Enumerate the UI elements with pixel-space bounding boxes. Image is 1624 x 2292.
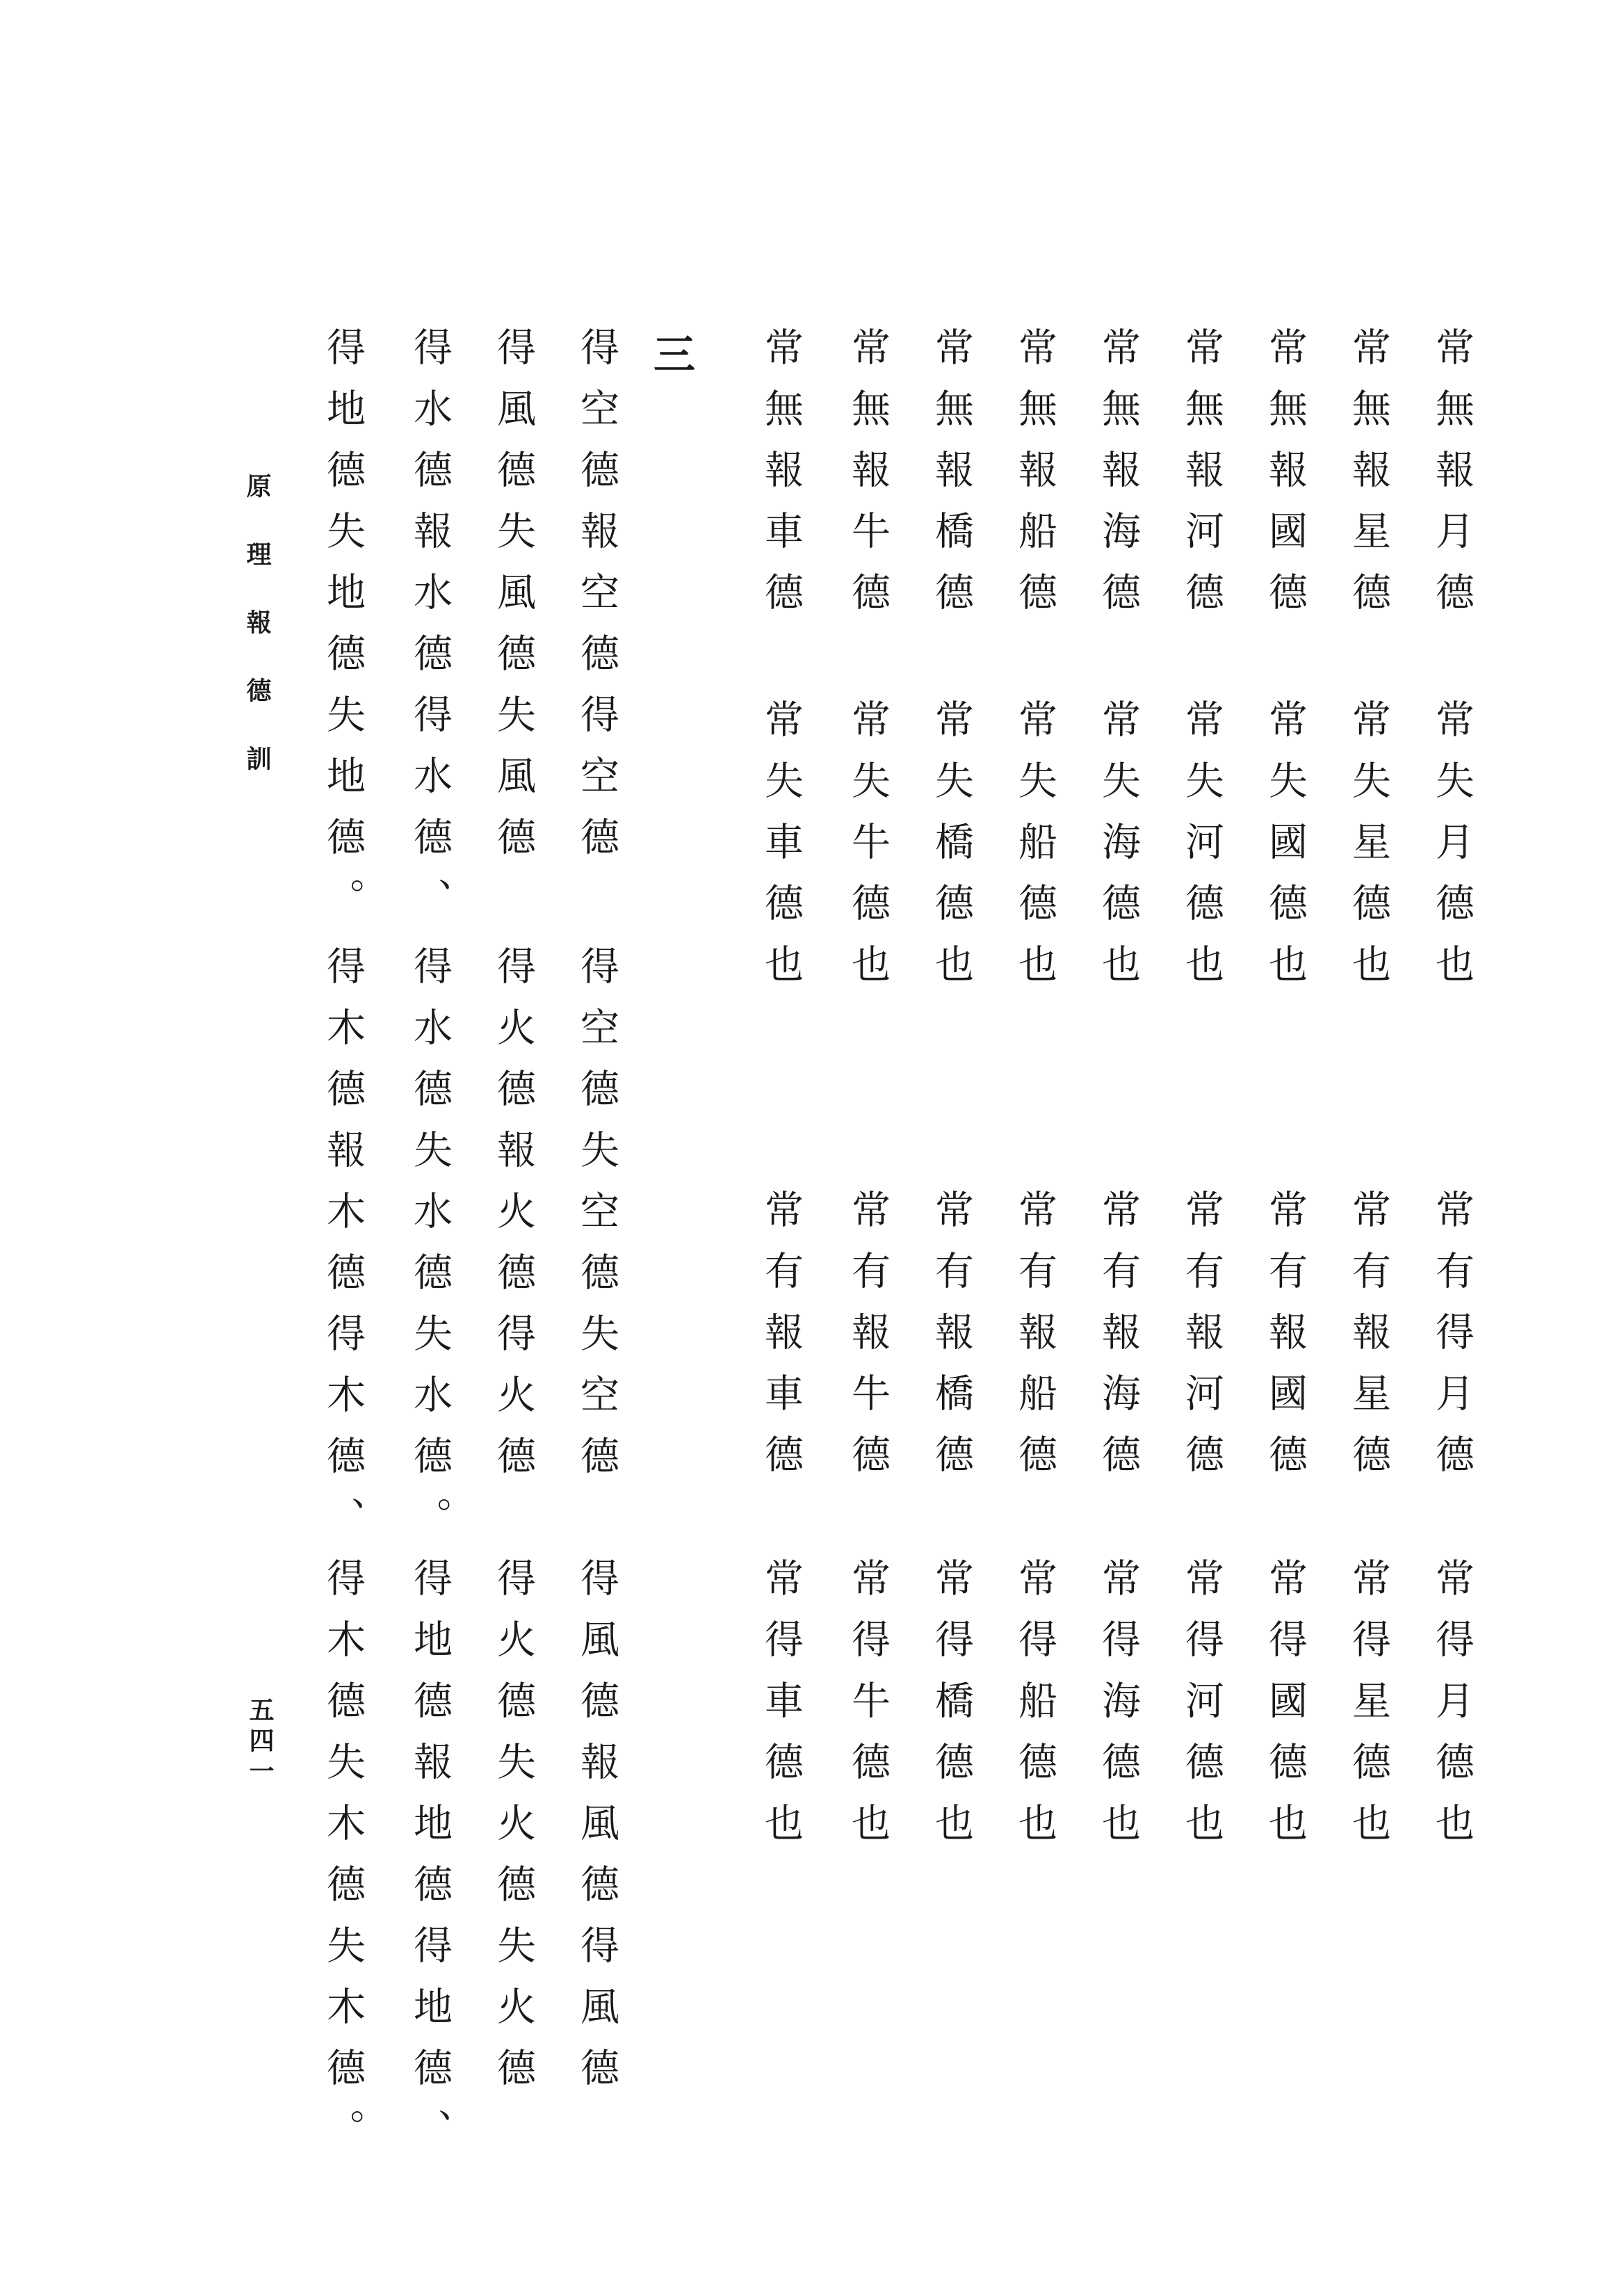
page-number: 五四一 bbox=[245, 1697, 275, 1789]
text-column: 得火德報火德得火德 bbox=[491, 946, 536, 1496]
text-column: 得風德失風德失風德 bbox=[491, 327, 536, 878]
text-column: 常有報河德 bbox=[1179, 1189, 1224, 1495]
text-column: 常失牛德也 bbox=[845, 699, 891, 1005]
text-column: 常無報河德 bbox=[1179, 327, 1224, 633]
text-column: 得水德報水德得水德、 bbox=[407, 327, 453, 939]
text-column: 常無報船德 bbox=[1012, 327, 1057, 633]
text-column: 常得河德也 bbox=[1179, 1558, 1224, 1864]
text-column: 常得牛德也 bbox=[845, 1558, 891, 1864]
text-column: 常失月德也 bbox=[1429, 699, 1475, 1005]
text-column: 常無報星德 bbox=[1346, 327, 1391, 633]
text-column: 常失星德也 bbox=[1346, 699, 1391, 1005]
running-header: 原理報德訓 bbox=[243, 473, 272, 814]
text-column: 常有報海德 bbox=[1096, 1189, 1141, 1495]
text-column: 常得月德也 bbox=[1429, 1558, 1475, 1864]
section-number: 三 bbox=[647, 332, 695, 374]
text-column: 得空德報空德得空德 bbox=[574, 327, 619, 878]
text-column: 得水德失水德失水德。 bbox=[407, 946, 453, 1558]
text-column: 常失橋德也 bbox=[929, 699, 974, 1005]
text-column: 常無報橋德 bbox=[929, 327, 974, 633]
text-column: 常無報車德 bbox=[758, 327, 804, 633]
text-column: 常有得月德 bbox=[1429, 1189, 1475, 1495]
text-column: 常有報橋德 bbox=[929, 1189, 974, 1495]
text-column: 得木德失木德失木德。 bbox=[320, 1558, 366, 2170]
text-column: 常有報車德 bbox=[758, 1189, 804, 1495]
text-column: 常失船德也 bbox=[1012, 699, 1057, 1005]
text-column: 常無報國德 bbox=[1262, 327, 1308, 633]
text-column: 得火德失火德失火德 bbox=[491, 1558, 536, 2108]
text-column: 常失國德也 bbox=[1262, 699, 1308, 1005]
text-column: 常得車德也 bbox=[758, 1558, 804, 1864]
text-column: 得風德報風德得風德 bbox=[574, 1558, 619, 2108]
text-column: 常得橋德也 bbox=[929, 1558, 974, 1864]
text-column: 得木德報木德得木德、 bbox=[320, 946, 366, 1558]
text-column: 常失海德也 bbox=[1096, 699, 1141, 1005]
text-column: 常失河德也 bbox=[1179, 699, 1224, 1005]
text-column: 常無報月德 bbox=[1429, 327, 1475, 633]
text-column: 得地德失地德失地德。 bbox=[320, 327, 366, 939]
text-column: 常得國德也 bbox=[1262, 1558, 1308, 1864]
text-column: 常得海德也 bbox=[1096, 1558, 1141, 1864]
text-column: 常無報海德 bbox=[1096, 327, 1141, 633]
text-column: 常有報船德 bbox=[1012, 1189, 1057, 1495]
text-column: 常無報牛德 bbox=[845, 327, 891, 633]
text-column: 常有報國德 bbox=[1262, 1189, 1308, 1495]
text-column: 常得船德也 bbox=[1012, 1558, 1057, 1864]
text-column: 常有報星德 bbox=[1346, 1189, 1391, 1495]
text-column: 得地德報地德得地德、 bbox=[407, 1558, 453, 2170]
text-column: 常有報牛德 bbox=[845, 1189, 891, 1495]
text-column: 常失車德也 bbox=[758, 699, 804, 1005]
text-column: 常得星德也 bbox=[1346, 1558, 1391, 1864]
text-column: 得空德失空德失空德 bbox=[574, 946, 619, 1496]
